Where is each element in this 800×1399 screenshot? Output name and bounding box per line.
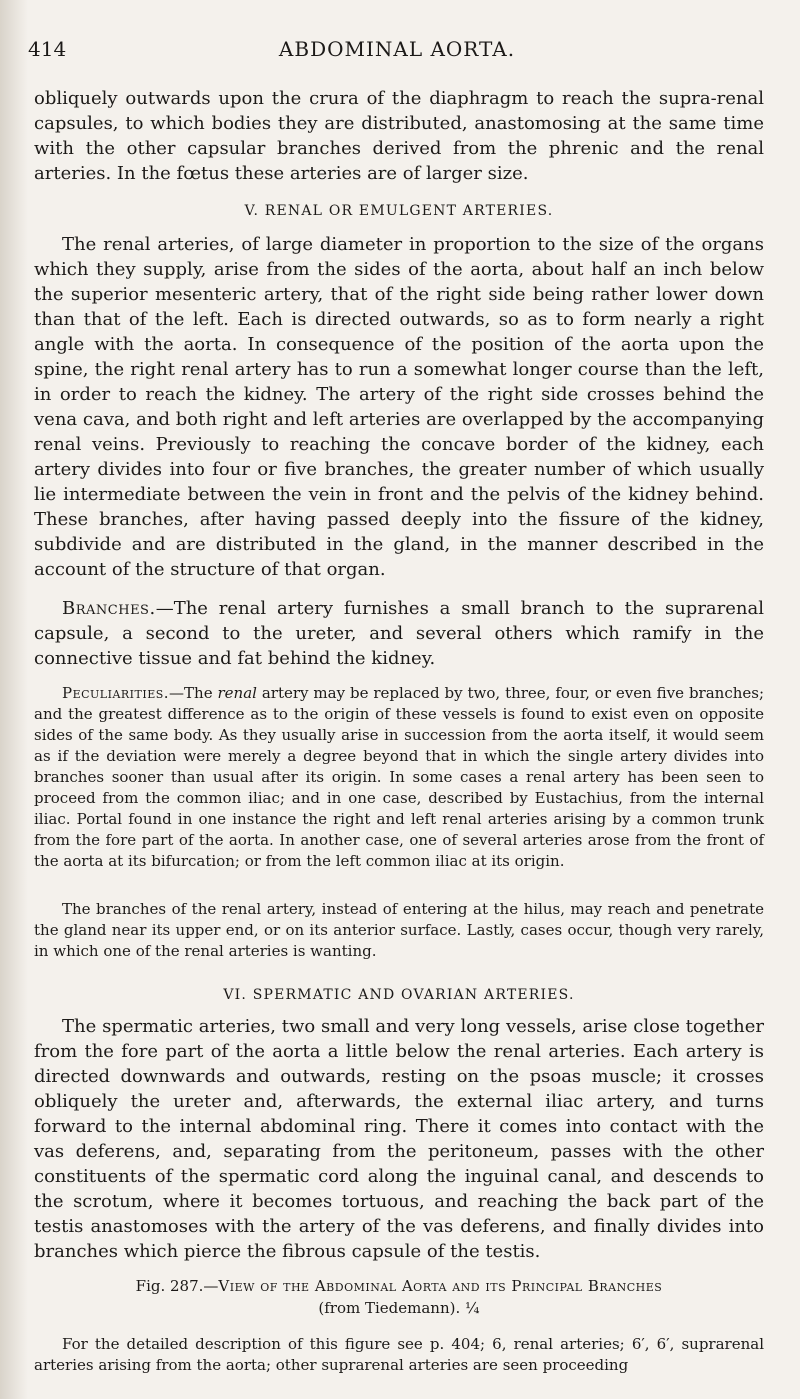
peculiarities-text-1: —The <box>169 684 218 702</box>
figure-caption-source: (from Tiedemann). <box>318 1299 461 1317</box>
section-v-heading: V. RENAL OR EMULGENT ARTERIES. <box>244 203 554 219</box>
branches-entry-paragraph: The branches of the renal artery, instead of entering at the hilus, may reach and penetrate the gland near its upper end, or on its anterior surface. Lastly, cases occur, though very rarely, in which one of the renal arteries is wanting. <box>34 900 764 960</box>
figure-caption-prefix: Fig. 287.— <box>135 1277 219 1295</box>
page-edge-shadow <box>0 0 28 1399</box>
peculiarities-italic-word: renal <box>217 684 257 702</box>
page-number: 414 <box>28 37 67 61</box>
renal-paragraph: The renal arteries, of large diameter in proportion to the size of the organs which they supply, arise from the sides of the aorta, about half an inch below the superior mesenteric artery, that of the right side being rather lower down than that of the left. Each is directed outwards, so as to form nearly a right angle with the aorta. In consequence of the position of the aorta upon the spine, the right renal artery has to run a somewhat longer course than the left, in order to reach the kidney. The artery of the right side crosses behind the vena cava, and both right and left arteries are overlapped by the accompanying renal veins. Previously to reaching the concave border of the kidney, each artery divides into four or five branches, the greater number of which usually lie intermediate between the vein in front and the pelvis of the kidney behind. These branches, after having passed deeply into the fissure of the kidney, subdivide and are distributed in the gland, in the manner described in the account of the structure of that organ. <box>34 234 764 580</box>
branches-paragraph <box>34 596 764 671</box>
figure-caption-scale: ¼ <box>465 1299 480 1317</box>
figure-description: For the detailed description of this figure see p. 404; 6, renal arteries; 6′, 6′, suprarenal arteries arising from the aorta; other suprarenal arteries are seen proceeding <box>34 1335 764 1374</box>
peculiarities-label: Peculiarities. <box>62 684 170 702</box>
branches-label: Branches. <box>62 598 156 619</box>
intro-paragraph: obliquely outwards upon the crura of the diaphragm to reach the supra-renal capsules, to which bodies they are distributed, anastomosing at the same time with the other capsular branches derived from the phrenic and the renal arteries. In the fœtus these arteries are of larger size. <box>34 88 764 184</box>
figure-caption-second-line <box>34 1298 764 1319</box>
peculiarities-paragraph <box>34 683 764 872</box>
branches-text: —The renal artery furnishes a small branch to the suprarenal capsule, a second to the ureter, and several others which ramify in the connective tissue and fat behind the kidney. <box>34 598 764 669</box>
running-title: ABDOMINAL AORTA. <box>278 37 516 61</box>
figure-caption-title: View of the Abdominal Aorta and its Principal Branches <box>218 1277 663 1295</box>
figure-caption <box>34 1276 764 1319</box>
section-vi-heading: VI. SPERMATIC AND OVARIAN ARTERIES. <box>223 987 575 1003</box>
spermatic-paragraph: The spermatic arteries, two small and very long vessels, arise close together from the fore part of the aorta a little below the renal arteries. Each artery is directed downwards and outwards, resting on the psoas muscle; it crosses obliquely the ureter and, afterwards, the external iliac artery, and turns forward to the internal abdominal ring. There it comes into contact with the vas deferens, and, separating from the peritoneum, passes with the other constituents of the spermatic cord along the inguinal canal, and descends to the scrotum, where it becomes tortuous, and reaching the back part of the testis anastomoses with the artery of the vas deferens, and finally divides into branches which pierce the fibrous capsule of the testis. <box>34 1016 764 1262</box>
page-header <box>28 33 766 65</box>
peculiarities-text-2: artery may be replaced by two, three, four, or even five branches; and the greatest difference as to the origin of these vessels is found to exist even on opposite sides of the same body. As they usually arise in succession from the aorta itself, it would seem as if the deviation were merely a degree beyond that in which the single artery divides into branches sooner than usual after its origin. In some cases a renal artery has been seen to proceed from the common iliac; and in one case, described by Eustachius, from the internal iliac. Portal found in one instance the right and left renal arteries arising by a common trunk from the fore part of the aorta. In another case, one of several arteries arose from the front of the aorta at its bifurcation; or from the left common iliac at its origin. <box>34 684 765 870</box>
